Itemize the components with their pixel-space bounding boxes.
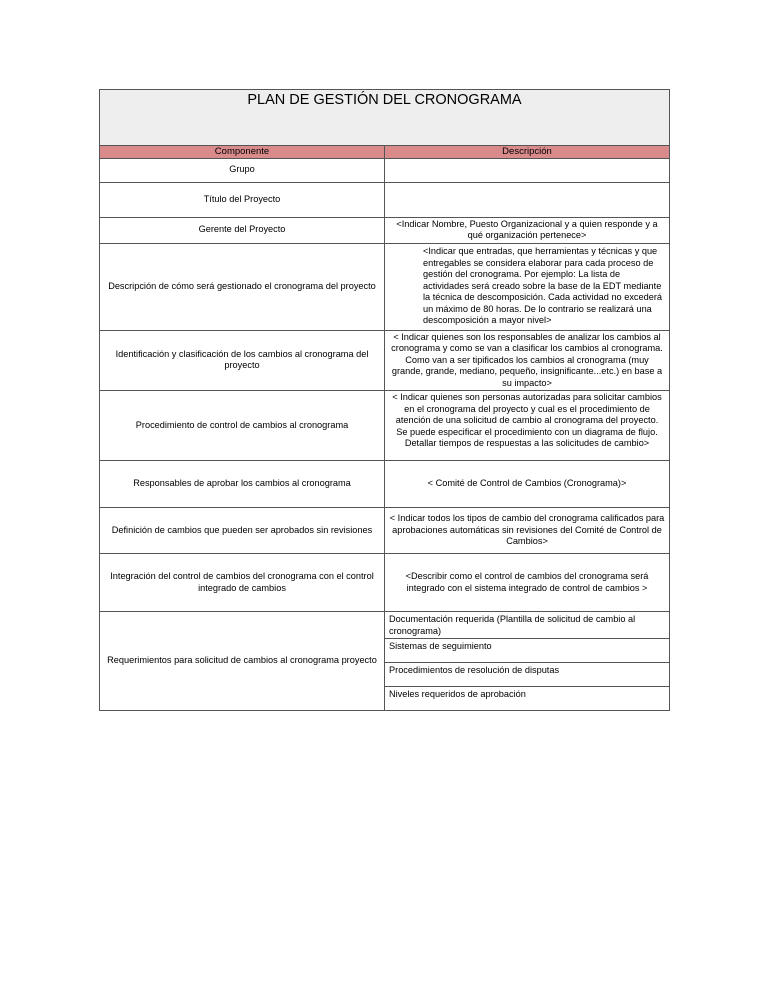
row-label: Descripción de cómo será gestionado el cronograma del proyecto (100, 243, 385, 330)
requirement-item: Documentación requerida (Plantilla de solicitud de cambio al cronograma) (385, 612, 670, 639)
table-row (100, 182, 670, 217)
row-description: <Indicar Nombre, Puesto Organizacional y a quien responde y a qué organización pertenece> (385, 217, 670, 243)
row-description-cell (385, 243, 670, 330)
table-row (100, 158, 670, 182)
row-label: Definición de cambios que pueden ser aprobados sin revisiones (100, 508, 385, 554)
row-label: Grupo (100, 158, 385, 182)
row-description: < Indicar quienes son los responsables de analizar los cambios al cronograma y como se van a clasificar los cambios al cronograma. Como van a ser tipificados los cambios al cronograma (muy grande, grande, mediano, pequeño, insignificante...etc.) en base a su impacto> (385, 330, 670, 391)
row-description: <Describir como el control de cambios del cronograma será integrado con el sistema integrado de control de cambios > (385, 554, 670, 612)
header-description: Descripción (385, 146, 670, 159)
row-description (385, 158, 670, 182)
row-description: < Comité de Control de Cambios (Cronograma)> (385, 461, 670, 508)
requirement-item: Sistemas de seguimiento (385, 639, 670, 663)
table-row (100, 330, 670, 391)
plan-table (99, 89, 670, 711)
requirement-item: Procedimientos de resolución de disputas (385, 663, 670, 687)
row-label: Título del Proyecto (100, 182, 385, 217)
page-title: PLAN DE GESTIÓN DEL CRONOGRAMA (100, 90, 670, 146)
requirement-item: Niveles requeridos de aprobación (385, 687, 670, 711)
table-row (100, 554, 670, 612)
row-description: < Indicar quienes son personas autorizadas para solicitar cambios en el cronograma del proyecto y cual es el procedimiento de atención de una solicitud de cambio al cronograma del proyecto. Se puede especificar el procedimiento con un diagrama de flujo. Detallar tiempos de respuestas a las solicitudes de cambio> (385, 391, 670, 461)
row-description: <Indicar que entradas, que herramientas y técnicas y que entregables se considera elaborar para cada proceso de gestión del cronograma. Por ejemplo: La lista de actividades será creado sobre la base de la EDT mediante la técnica de descomposición. Cada actividad no excederá un máximo de 80 horas. De lo contrario se realizará una descomposición a mayor nivel> (423, 246, 663, 326)
table-row (100, 391, 670, 461)
requirements-label: Requerimientos para solicitud de cambios al cronograma proyecto (100, 612, 385, 711)
schedule-plan-document (99, 89, 670, 711)
row-label: Responsables de aprobar los cambios al cronograma (100, 461, 385, 508)
header-component: Componente (100, 146, 385, 159)
row-label: Identificación y clasificación de los cambios al cronograma del proyecto (100, 330, 385, 391)
row-label: Integración del control de cambios del cronograma con el control integrado de cambios (100, 554, 385, 612)
header-row (100, 146, 670, 159)
title-row (100, 90, 670, 146)
row-label: Gerente del Proyecto (100, 217, 385, 243)
row-description: < Indicar todos los tipos de cambio del cronograma calificados para aprobaciones automáticas sin revisiones del Comité de Control de Cambios> (385, 508, 670, 554)
table-row (100, 461, 670, 508)
requirements-row (100, 612, 670, 639)
table-row (100, 243, 670, 330)
row-description (385, 182, 670, 217)
table-row (100, 508, 670, 554)
table-row (100, 217, 670, 243)
row-label: Procedimiento de control de cambios al cronograma (100, 391, 385, 461)
